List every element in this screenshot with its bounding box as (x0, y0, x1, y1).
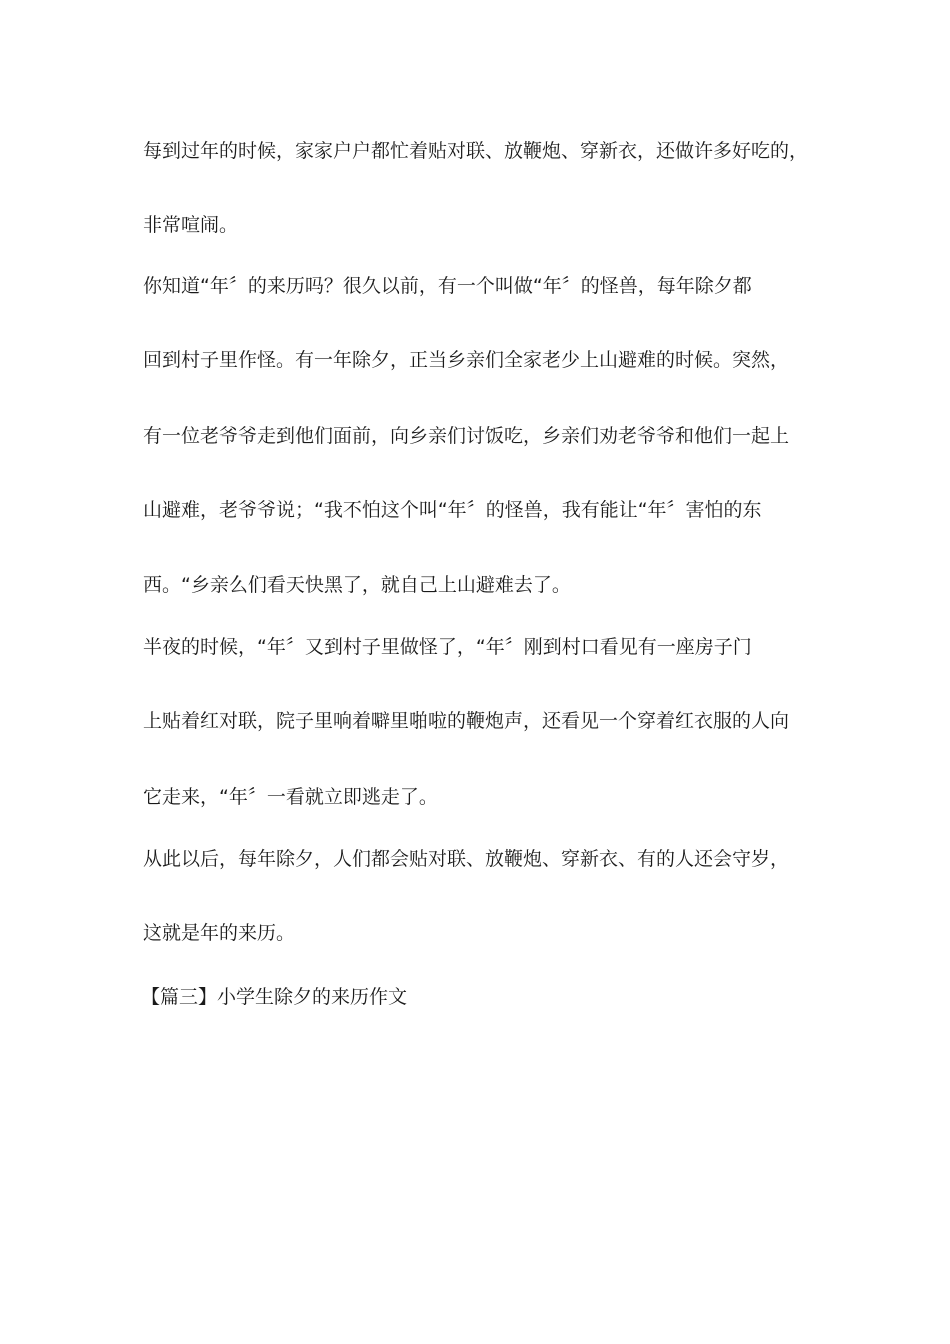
paragraph-line-8: 半夜的时候，“年〞又到村子里做怪了，“年〞刚到村口看见有一座房子门 (143, 636, 752, 658)
paragraph-line-12: 这就是年的来历。 (143, 922, 296, 944)
paragraph-line-9: 上贴着红对联，院子里响着噼里啪啦的鞭炮声，还看见一个穿着红衣服的人向 (143, 710, 790, 732)
paragraph-line-2: 非常喧闹。 (143, 214, 239, 236)
paragraph-line-5: 有一位老爷爷走到他们面前，向乡亲们讨饭吃，乡亲们劝老爷爷和他们一起上 (143, 425, 790, 447)
paragraph-line-1: 每到过年的时候，家家户户都忙着贴对联、放鞭炮、穿新衣，还做许多好吃的， (143, 140, 809, 162)
paragraph-line-7: 西。“乡亲么们看天快黑了，就自己上山避难去了。 (143, 574, 571, 596)
paragraph-line-4: 回到村子里作怪。有一年除夕，正当乡亲们全家老少上山避难的时候。突然， (143, 349, 790, 371)
paragraph-line-11: 从此以后，每年除夕，人们都会贴对联、放鞭炮、穿新衣、有的人还会守岁， (143, 848, 790, 870)
paragraph-line-6: 山避难，老爷爷说；“我不怕这个叫“年〞的怪兽，我有能让“年〞害怕的东 (143, 499, 762, 521)
paragraph-line-3: 你知道“年〞的来历吗？很久以前，有一个叫做“年〞的怪兽，每年除夕都 (143, 275, 752, 297)
paragraph-line-10: 它走来，“年〞一看就立即逃走了。 (143, 786, 438, 808)
section-heading: 【篇三】小学生除夕的来历作文 (141, 986, 408, 1008)
